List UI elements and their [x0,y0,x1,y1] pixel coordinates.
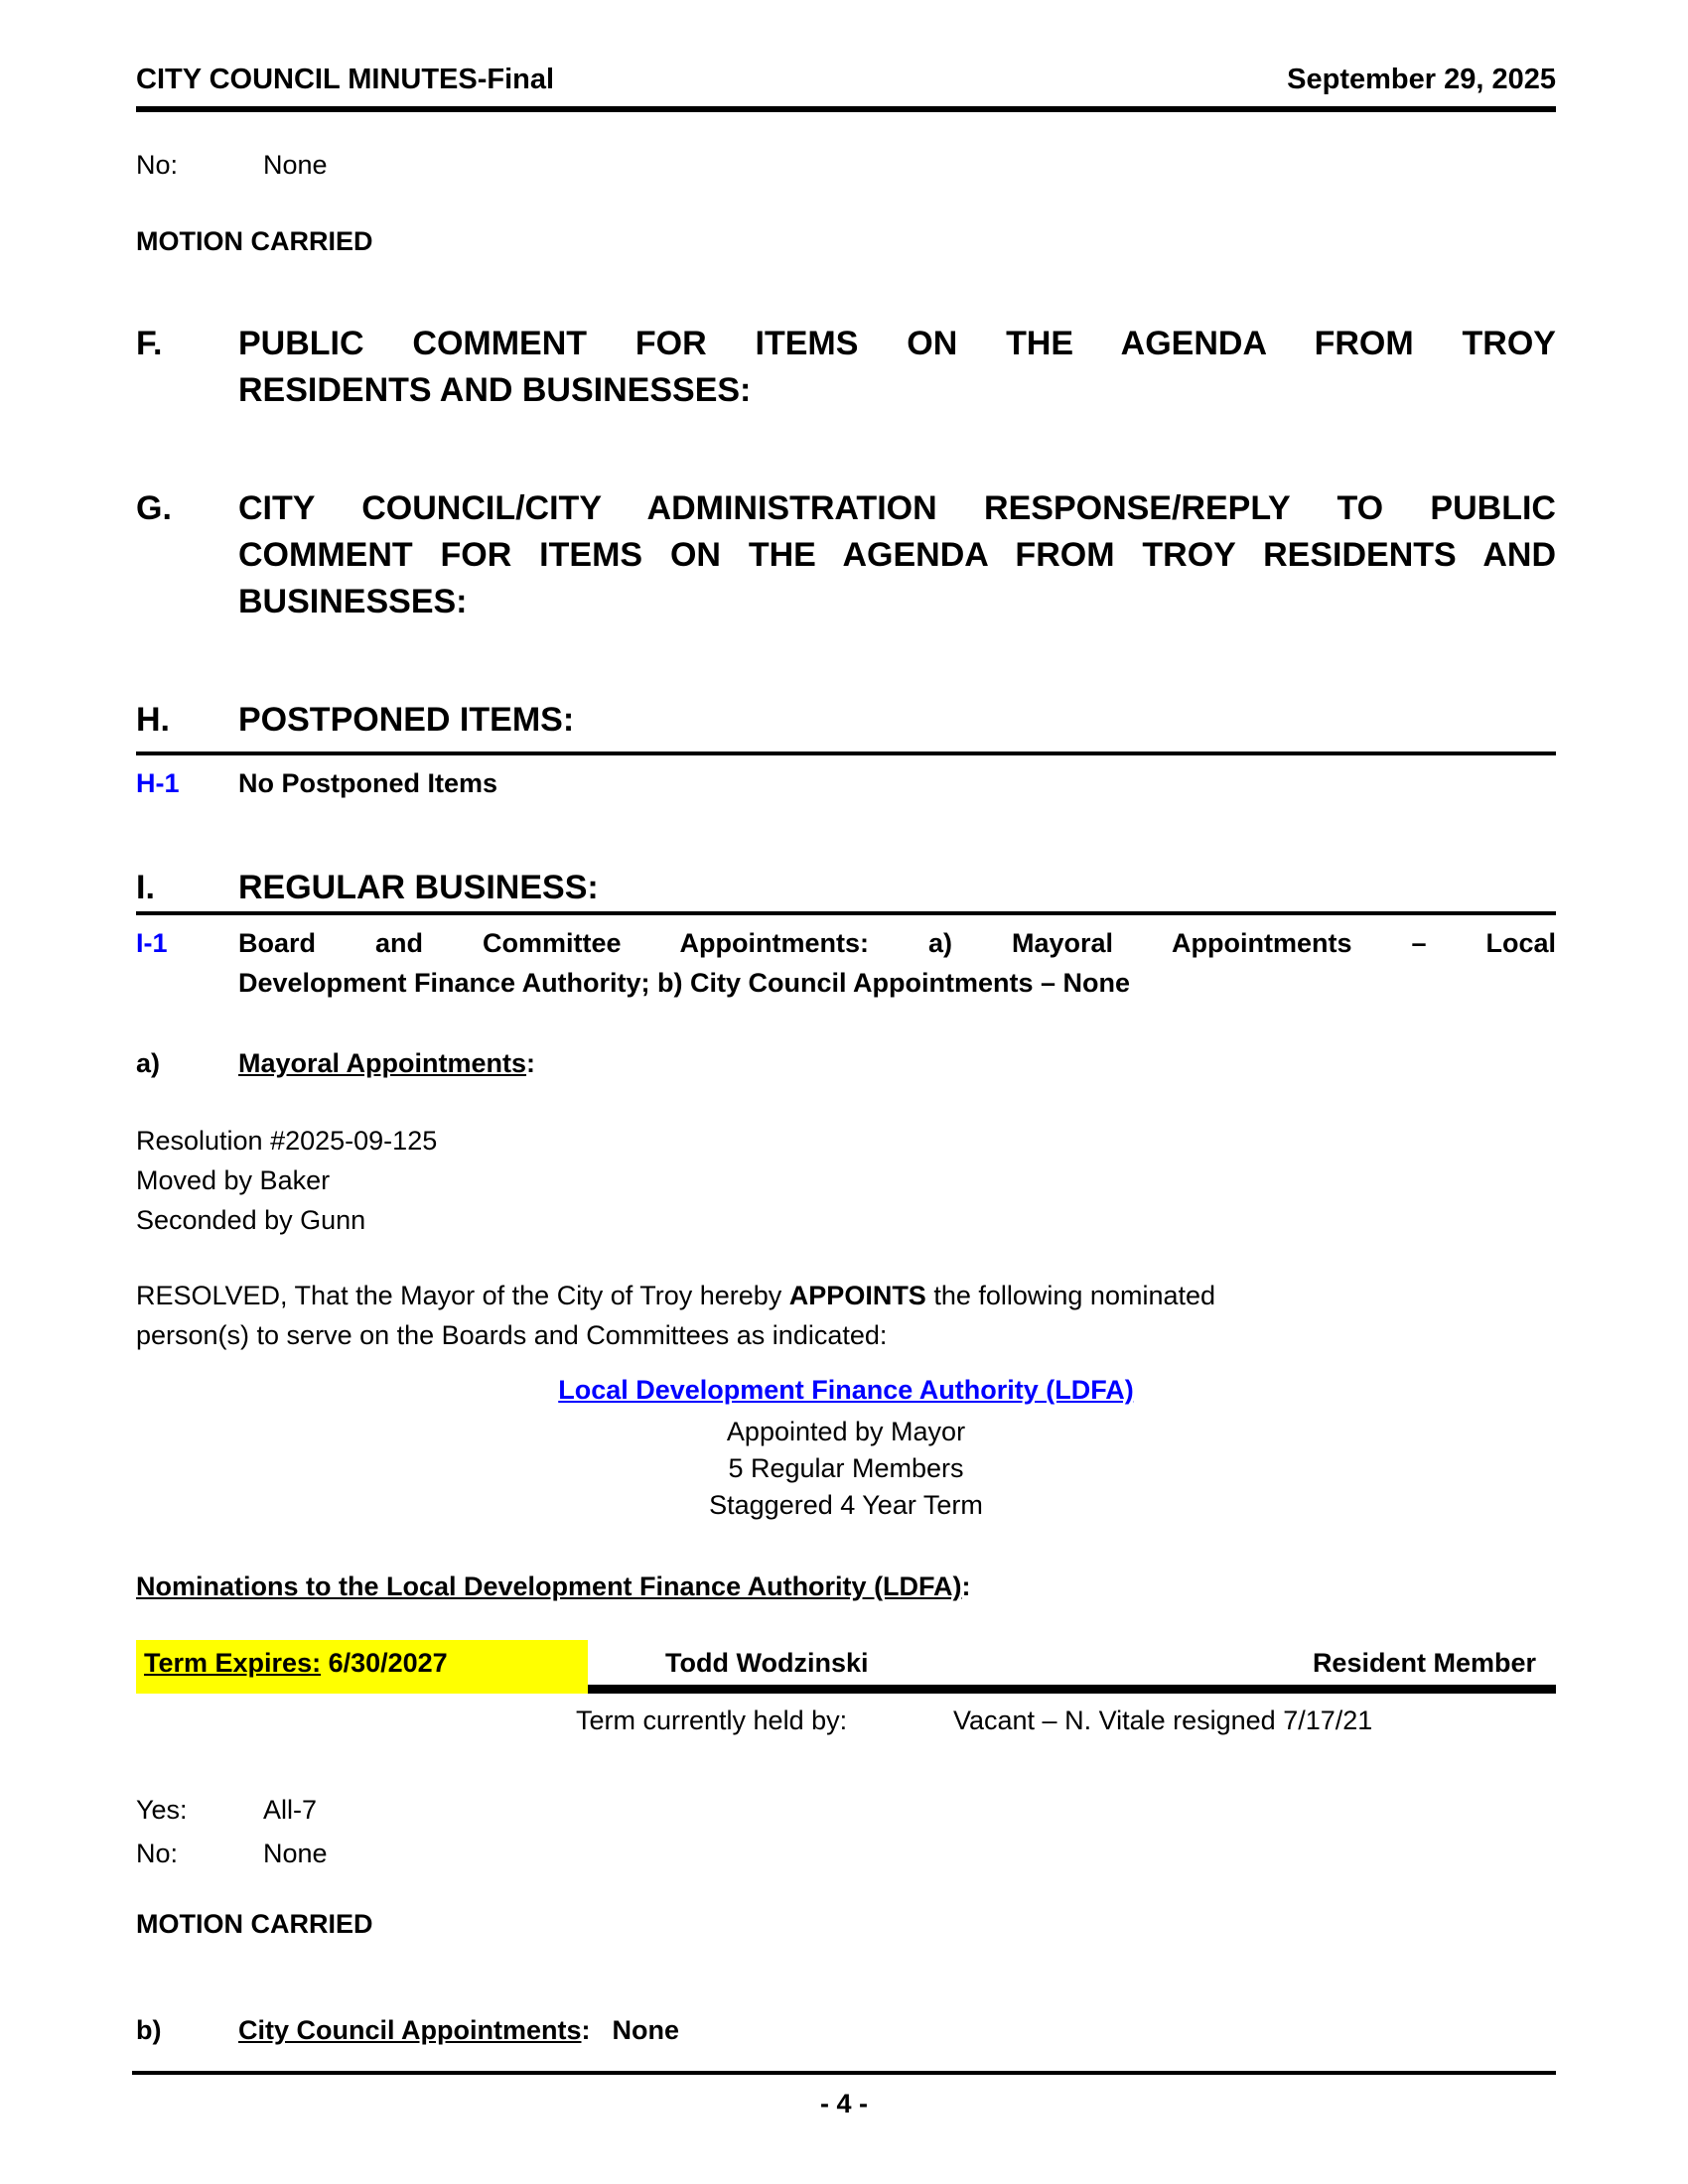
nominations-heading [136,1571,1556,1602]
item-i1-line2: Development Finance Authority; b) City Council Appointments – None [238,968,1131,998]
appointee-role: Resident Member [1312,1648,1536,1678]
subsection-b-label: b) [136,2015,162,2045]
subsection-b-title [238,2015,679,2046]
term-expires-date: 6/30/2027 [321,1648,448,1678]
term-expires-label: Term Expires: [144,1648,322,1678]
section-i-title: REGULAR BUSINESS: [238,869,599,906]
page-footer [132,2071,1556,2119]
resolution-block [136,1121,1556,1240]
subsection-b [136,2015,1556,2046]
resolution-number: Resolution #2025-09-125 [136,1126,438,1156]
mayoral-appointments-heading: Mayoral Appointments [238,1048,527,1078]
section-f-line1: PUBLIC COMMENT FOR ITEMS ON THE AGENDA FROM TROY [238,325,1556,362]
section-g-line2: COMMENT FOR ITEMS ON THE AGENDA FROM TROY RESIDENTS AND [238,536,1556,574]
item-h1 [136,763,1556,803]
seconded-by: Seconded by Gunn [136,1205,366,1235]
term-expires-cell [136,1640,588,1694]
nominations-heading-colon: : [961,1571,971,1601]
council-appointments-heading: City Council Appointments [238,2015,582,2045]
section-f [136,321,1556,414]
appointee-cell [588,1640,1556,1694]
document-title: CITY COUNCIL MINUTES-Final [136,64,555,95]
appointee-name: Todd Wodzinski [665,1648,869,1678]
council-heading-colon: : [581,2015,591,2045]
item-h1-text: No Postponed Items [238,768,498,798]
held-by-label: Term currently held by: [576,1706,848,1735]
motion-carried-status-2: MOTION CARRIED [136,1909,373,1939]
section-h-label: H. [136,701,170,739]
section-i-label: I. [136,869,155,906]
section-f-line2: RESIDENTS AND BUSINESSES: [238,371,752,409]
ldfa-appointed-by: Appointed by Mayor [726,1417,966,1446]
section-g-label: G. [136,489,172,527]
vote-results [136,1788,1556,1875]
document-date: September 29, 2025 [1287,64,1556,95]
no-label: No: [136,150,179,180]
section-g-line3: BUSINESSES: [238,583,468,620]
section-g [136,485,1556,625]
resolved-text-post: the following nominated [925,1281,1216,1310]
motion-carried-status: MOTION CARRIED [136,226,373,256]
no-value: None [263,150,328,180]
ldfa-block [136,1375,1556,1524]
ldfa-members: 5 Regular Members [728,1453,964,1483]
section-h-title: POSTPONED ITEMS: [238,701,575,739]
section-i [136,865,1556,911]
moved-by: Moved by Baker [136,1165,331,1195]
item-i1-text [238,923,1556,1003]
section-g-title [238,485,1556,625]
appointment-row [136,1640,1556,1694]
subsection-a [136,1048,1556,1079]
resolved-line2: person(s) to serve on the Boards and Committees as indicated: [136,1320,888,1350]
held-by-value: Vacant – N. Vitale resigned 7/17/21 [953,1706,1373,1735]
item-i1-line1: Board and Committee Appointments: a) Mayoral Appointments – Local [238,928,1556,958]
page-number: - 4 - [819,2089,868,2118]
document-header [136,64,1556,112]
section-h [136,697,1556,755]
ldfa-term: Staggered 4 Year Term [709,1490,983,1520]
yes-value: All-7 [263,1795,318,1825]
item-h1-number: H-1 [136,768,180,798]
section-g-line1: CITY COUNCIL/CITY ADMINISTRATION RESPONSE/REPLY TO PUBLIC [238,489,1556,527]
vote-yes-row [136,1788,1556,1832]
section-f-label: F. [136,325,163,362]
ldfa-link[interactable]: Local Development Finance Authority (LDFA) [558,1375,1134,1405]
no-value-2: None [263,1839,328,1868]
item-i1-number: I-1 [136,928,168,958]
resolved-text-pre: RESOLVED, That the Mayor of the City of Troy hereby [136,1281,789,1310]
subsection-a-label: a) [136,1048,161,1078]
vote-result-no [136,150,1556,181]
nominations-heading-underlined: Nominations to the Local Development Finance Authority (LDFA) [136,1571,962,1601]
yes-label: Yes: [136,1795,188,1825]
mayoral-heading-colon: : [526,1048,536,1078]
council-appointments-value: None [612,2015,679,2045]
vote-no-row [136,1832,1556,1875]
section-f-title [238,321,1556,414]
subsection-a-title [238,1048,535,1079]
resolved-line1 [136,1276,1556,1315]
no-label-2: No: [136,1839,179,1868]
resolved-paragraph [136,1276,1556,1355]
resolved-appoints-word: APPOINTS [788,1281,926,1310]
term-held-by-row [136,1706,1556,1736]
item-i1 [136,923,1556,1003]
